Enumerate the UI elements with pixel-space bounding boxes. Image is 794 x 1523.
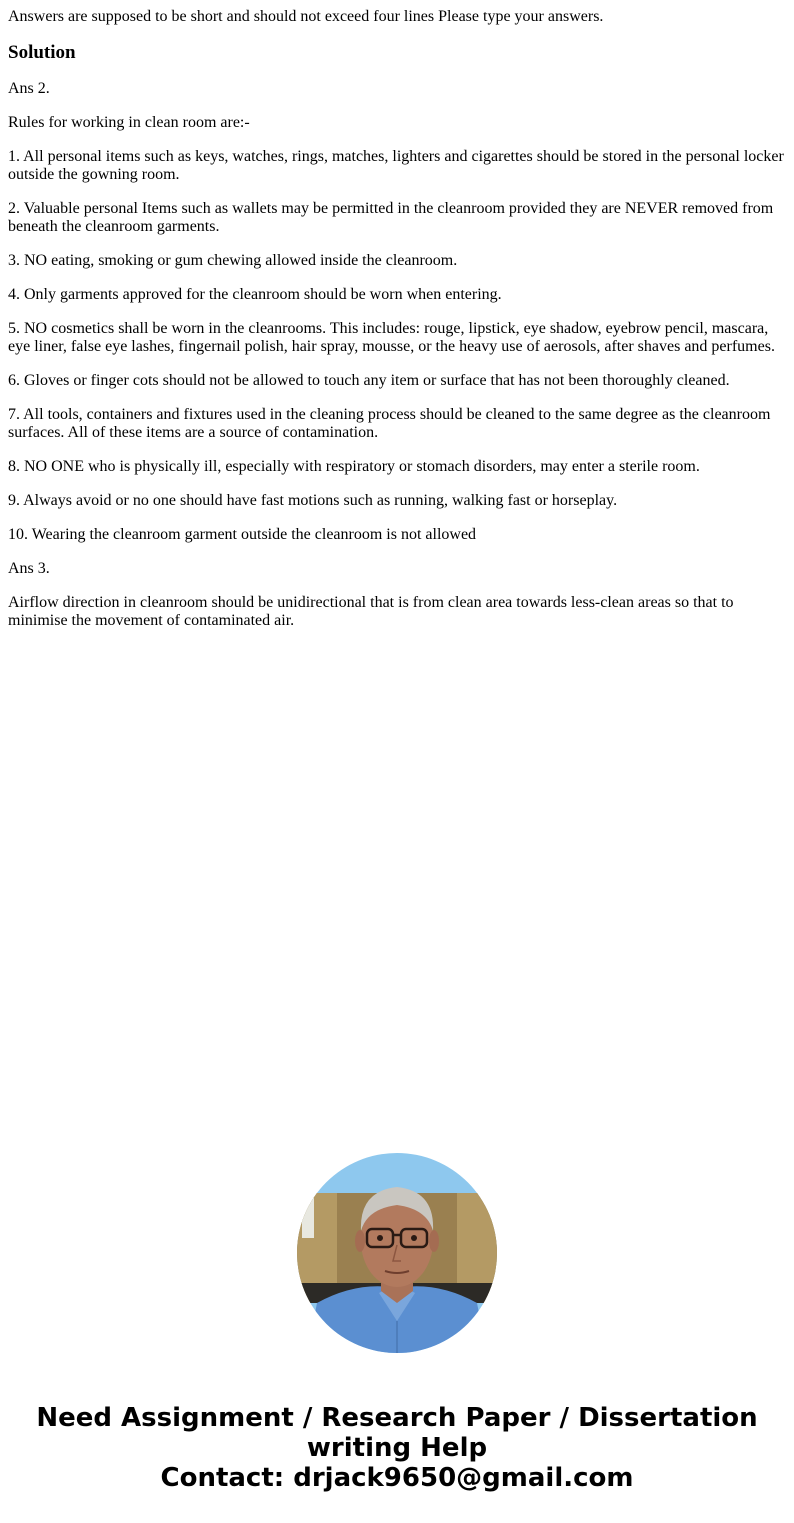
solution-heading: Solution: [8, 42, 76, 63]
rule-item: 10. Wearing the cleanroom garment outside the cleanroom is not allowed: [8, 526, 477, 543]
rule-item: 3. NO eating, smoking or gum chewing allowed inside the cleanroom.: [8, 252, 458, 269]
rule-item: 5. NO cosmetics shall be worn in the cleanrooms. This includes: rouge, lipstick, eye shadow, eyebrow pencil, mascara, eye liner, false eye lashes, fingernail polish, hair spray, mousse, or the heavy use of aerosols, after shaves and perfumes.: [8, 320, 775, 355]
document-body: [8, 8, 788, 646]
promo-line-1: Need Assignment / Research Paper / Dissertation: [36, 1403, 758, 1433]
rule-item: 7. All tools, containers and fixtures used in the cleaning process should be cleaned to the same degree as the cleanroom surfaces. All of these items are a source of contamination.: [8, 406, 771, 441]
rule-item: 9. Always avoid or no one should have fast motions such as running, walking fast or horseplay.: [8, 492, 618, 509]
author-avatar: [297, 1153, 497, 1353]
promo-contact: Contact: drjack9650@gmail.com: [160, 1463, 634, 1493]
promo-banner: [0, 1403, 794, 1493]
instructions-text: Answers are supposed to be short and should not exceed four lines Please type your answers.: [8, 8, 604, 25]
answer-3-label: Ans 3.: [8, 560, 50, 577]
rule-item: 1. All personal items such as keys, watches, rings, matches, lighters and cigarettes should be stored in the personal locker outside the gowning room.: [8, 148, 784, 183]
promo-line-2: writing Help: [306, 1433, 488, 1463]
answer-3-text: Airflow direction in cleanroom should be unidirectional that is from clean area towards less-clean areas so that to minimise the movement of contaminated air.: [8, 594, 734, 629]
rules-lead: Rules for working in clean room are:-: [8, 114, 250, 131]
rule-item: 4. Only garments approved for the cleanroom should be worn when entering.: [8, 286, 502, 303]
rule-item: 6. Gloves or finger cots should not be allowed to touch any item or surface that has not been thoroughly cleaned.: [8, 372, 730, 389]
answer-2-label: Ans 2.: [8, 80, 50, 97]
rule-item: 2. Valuable personal Items such as wallets may be permitted in the cleanroom provided they are NEVER removed from beneath the cleanroom garments.: [8, 200, 774, 235]
rule-item: 8. NO ONE who is physically ill, especially with respiratory or stomach disorders, may enter a sterile room.: [8, 458, 700, 475]
